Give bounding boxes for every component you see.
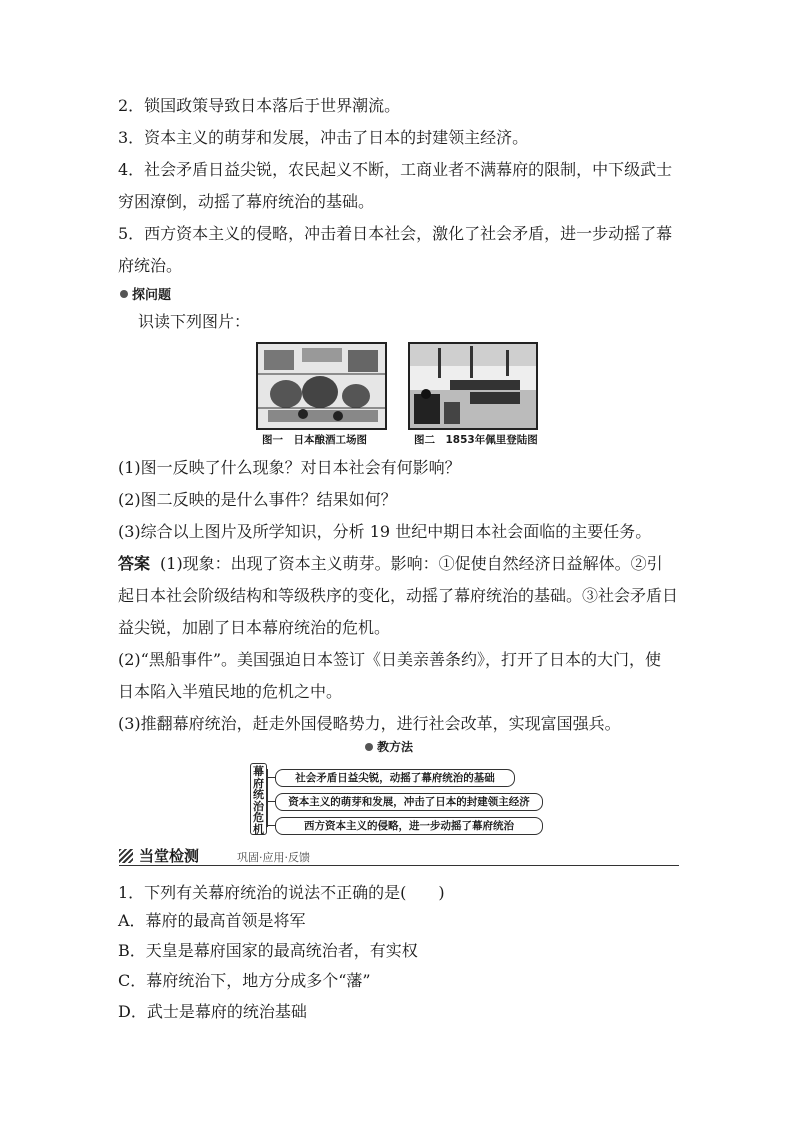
method-item-2: 资本主义的萌芽和发展，冲击了日本的封建领主经济 [275,793,543,811]
summary-point-4-cont: 穷困潦倒，动摇了幕府统治的基础。 [118,192,375,211]
test-option-b: B．天皇是幕府国家的最高统治者，有实权 [118,941,418,960]
answer-line-4: (2)“黑船事件”。美国强迫日本签订《日美亲善条约》，打开了日本的大门，使 [118,650,662,669]
bullet-dot-icon [365,743,373,751]
figure2-caption: 图二 1853年佩里登陆图 [414,434,538,446]
section-stripes-icon [119,849,133,863]
explore-question-1: (1)图一反映了什么现象？对日本社会有何影响？ [118,458,461,477]
explore-intro: 识读下列图片： [138,312,251,331]
bullet-dot-icon [120,290,128,298]
answer-label: 答案 [118,554,151,573]
test-option-a: A．幕府的最高首领是将军 [118,911,306,930]
test-question-1: 1．下列有关幕府统治的说法不正确的是( ) [118,883,445,902]
topic-char: 危 [253,811,264,824]
test-subtitle: 巩固·应用·反馈 [237,851,310,864]
figure-brewery-image [256,342,387,430]
topic-char: 机 [253,822,264,836]
test-section-header [119,845,679,866]
answer-line-2: 起日本社会阶级结构和等级秩序的变化，动摇了幕府统治的基础。③社会矛盾日 [118,586,679,605]
answer-line-5: 日本陷入半殖民地的危机之中。 [118,682,343,701]
method-topic-box [250,763,267,835]
brewery-illustration [258,344,385,428]
summary-point-2: 2．锁国政策导致日本落后于世界潮流。 [118,96,401,115]
summary-point-5-cont: 府统治。 [118,256,183,275]
test-option-d: D．武士是幕府的统治基础 [118,1002,307,1021]
explore-question-2: (2)图二反映的是什么事件？结果如何？ [118,490,397,509]
topic-char: 统 [253,788,264,801]
diagram-connector [267,777,275,778]
answer-line-1 [118,548,663,580]
diagram-connector [267,801,275,802]
summary-point-5: 5．西方资本主义的侵略，冲击着日本社会，激化了社会矛盾，进一步动摇了幕 [118,224,673,243]
answer-text-1: (1)现象：出现了资本主义萌芽。影响：①促使自然经济日益解体。②引 [160,554,663,573]
summary-point-3: 3．资本主义的萌芽和发展，冲击了日本的封建领主经济。 [118,128,529,147]
answer-line-3: 益尖锐，加剧了日本幕府统治的危机。 [118,618,391,637]
topic-char: 府 [253,776,264,790]
method-title [365,738,413,755]
test-option-c: C．幕府统治下，地方分成多个“藩” [118,971,371,990]
perry-landing-illustration [410,344,536,428]
explore-tag-label: 探问题 [132,288,172,303]
method-item-3: 西方资本主义的侵略，进一步动摇了幕府统治 [275,817,543,835]
topic-char: 治 [253,799,264,813]
figure1-caption: 图一 日本酿酒工场图 [262,434,367,446]
method-diagram [250,763,544,837]
topic-char: 幕 [253,765,264,778]
test-title [119,845,199,866]
figure-perry-landing-image [408,342,538,430]
summary-point-4: 4．社会矛盾日益尖锐，农民起义不断，工商业者不满幕府的限制，中下级武士 [118,160,673,179]
diagram-connector [267,825,275,826]
method-item-1: 社会矛盾日益尖锐，动摇了幕府统治的基础 [275,769,515,787]
answer-line-6: (3)推翻幕府统治，赶走外国侵略势力，进行社会改革，实现富国强兵。 [118,714,621,733]
method-title-label: 教方法 [377,740,414,754]
explore-question-3: (3)综合以上图片及所学知识，分析 19 世纪中期日本社会面临的主要任务。 [118,522,652,541]
test-title-label: 当堂检测 [139,847,200,865]
explore-tag [120,284,171,303]
